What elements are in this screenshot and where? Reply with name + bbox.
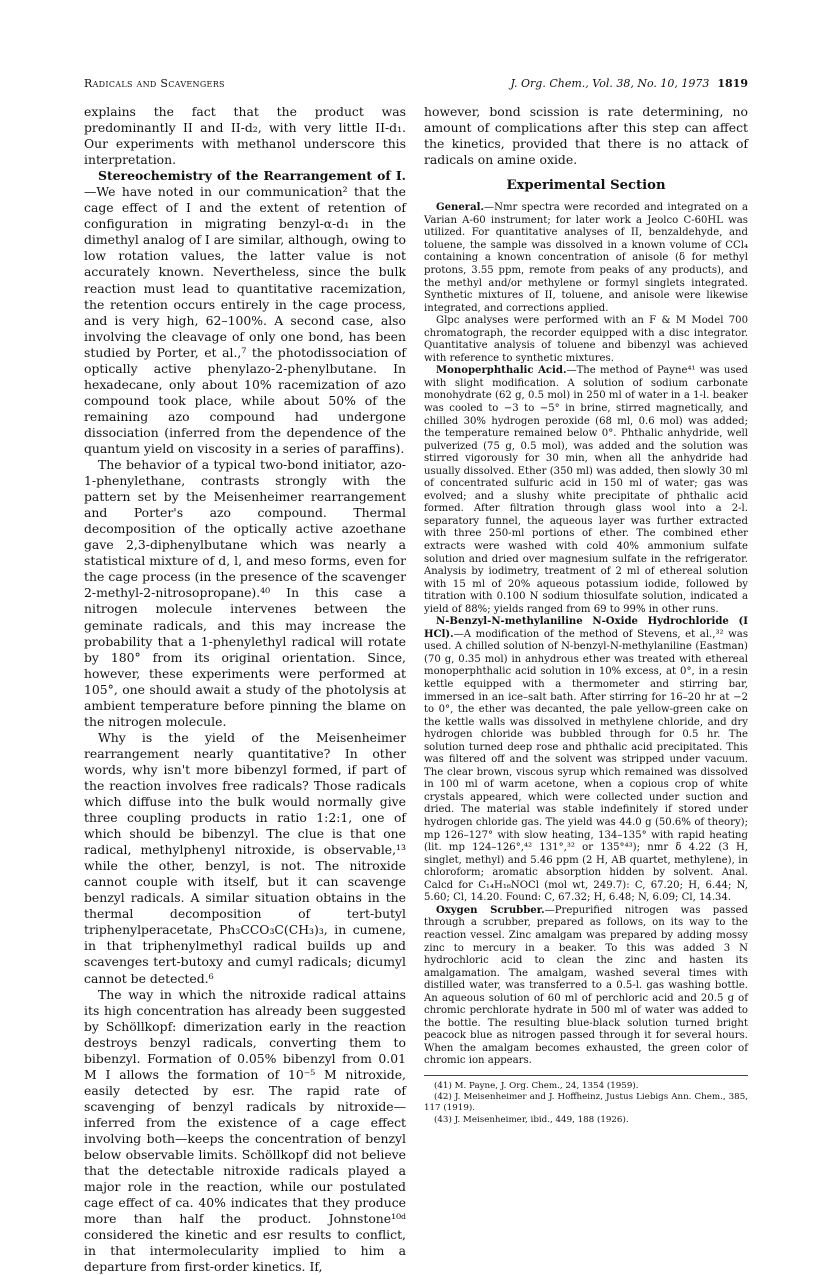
reference-item: (43) J. Meisenheimer, ibid., 449, 188 (1926).: [434, 1114, 629, 1125]
paragraph-body: —A modification of the method of Stevens, et al.,³² was used. A chilled solution of N-benzyl-N-methylaniline (Eastman) (70 g, 0.35 mol) in anhydrous ether was treated with ethereal monoperphthalic acid solution in 10% excess, at 0°, in a resin kettle equipped with a thermometer and stirring bar, immersed in an ice–salt bath. After stirring for 16–20 hr at −2 to 0°, the ether was decanted, the pale yellow-green cake on the kettle walls was dissolved in methylene chloride, and dry hydrogen chloride was bubbled through for 0.5 hr. The solution turned deep rose and phthalic acid precipitated. This was filtered off and the solvent was stripped under vacuum. The clear brown, viscous syrup which remained was dissolved in 100 ml of warm acetone, when a copious crop of white crystals appeared, which were collected under suction and dried. The material was stable indefinitely if stored under hydrogen chloride gas. The yield was 44.0 g (50.6% of theory); mp 126–127° with slow heating, 134–135° with rapid heating (lit. mp 124–126°,⁴² 131°,³² or 135°⁴³); nmr δ 4.22 (3 H, singlet, methyl) and 5.46 ppm (2 H, AB quartet, methylene), in chloroform; aromatic absorption hidden by solvent. Anal. Calcd for C₁₄H₁₆NOCl (mol wt, 249.7): C, 67.20; H, 6.44; N, 5.60; Cl, 14.20. Found: C, 67.32; H, 6.48; N, 6.09; Cl, 14.34.: [424, 628, 748, 904]
left-column: [84, 104, 406, 1275]
paragraph-oxygen-scrubber: [424, 905, 748, 1068]
runin-heading: N-Benzyl-N-methylaniline N-Oxide Hydrochloride (I HCl).: [424, 616, 748, 640]
paragraph-body: —Nmr spectra were recorded and integrated on a Varian A-60 instrument; for later work a Jeolco C-60HL was utilized. For quantitative analyses of II, benzaldehyde, and toluene, the sample was dissolved in a known volume of CCl₄ containing a known concentration of anisole (δ for methyl protons, 3.55 ppm, remote from peaks of any products), and the methyl and/or methylene or formyl singlets integrated. Synthetic mixtures of II, toluene, and anisole were likewise integrated, and corrections applied.: [424, 202, 748, 314]
paragraph-yield: Why is the yield of the Meisenheimer rearrangement nearly quantitative? In other words, why isn't more bibenzyl formed, if part of the reaction involves free radicals? Those radicals which diffuse into the bulk would normally give three coupling products in ratio 1:2:1, one of which should be bibenzyl. The clue is that one radical, methylphenyl nitroxide, is observable,¹³ while the other, benzyl, is not. The nitroxide cannot couple with itself, but it can scavenge benzyl radicals. A similar situation obtains in the thermal decomposition of tert-butyl triphenylperacetate, Ph₃CCO₃C(CH₃)₃, in cumene, in that triphenylmethyl radical builds up and scavenges tert-butoxy and cumyl radicals; dicumyl cannot be detected.⁶: [84, 729, 406, 986]
page-number: 1819: [717, 77, 748, 90]
running-title: Radicals and Scavengers: [84, 77, 225, 90]
paragraph-general: [424, 202, 748, 315]
paragraph-stereochemistry: [84, 168, 406, 457]
runin-heading: Stereochemistry of the Rearrangement of I.: [98, 168, 406, 184]
journal-name: J. Org. Chem., Vol. 38, No. 10, 1973: [510, 77, 710, 90]
paragraph-body: —The method of Payne⁴¹ was used with slight modification. A solution of sodium carbonate monohydrate (62 g, 0.5 mol) in 250 ml of water in a 1-l. beaker was cooled to −3 to −5° in brine, stirred magnetically, and chilled 30% hydrogen peroxide (68 ml, 0.6 mol) was added; the temperature remained below 0°. Phthalic anhydride, well pulverized (75 g, 0.5 mol), was added and the solution was stirred vigorously for 30 min, when all the anhydride had usually dissolved. Ether (350 ml) was added, then slowly 30 ml of concentrated sulfuric acid in 150 ml of water; gas was evolved; and a slushy white precipitate of phthalic acid formed. After filtration through glass wool into a 2-l. separatory funnel, the aqueous layer was further extracted with three 250-ml portions of ether. The combined ether extracts were washed with cold 40% ammonium sulfate solution and dried over magnesium sulfate in the refrigerator. Analysis by iodimetry, treatment of 2 ml of ethereal solution with 15 ml of 20% aqueous potassium iodide, followed by titration with 0.100 N sodium thiosulfate solution, indicated a yield of 88%; yields ranged from 69 to 99% in other runs.: [424, 365, 748, 615]
journal-citation: [510, 77, 748, 90]
paragraph-body: —We have noted in our communication² that the cage effect of I and the extent of retention of configuration in migrating benzyl-α-d₁ in the dimethyl analog of I are similar, although, owing to low rotation values, the latter value is not accurately known. Nevertheless, since the bulk reaction must lead to quantitative racemization, the retention occurs entirely in the cage process, and is very high, 62–100%. A second case, also involving the cleavage of only one bond, has been studied by Porter, et al.,⁷ the photodissociation of optically active phenylazo-2-phenylbutane. In hexadecane, only about 10% racemization of azo compound took place, while about 50% of the remaining azo compound had undergone dissociation (inferred from the dependence of the quantum yield on viscosity in a series of paraffins).: [84, 184, 406, 456]
reference-item: (42) J. Meisenheimer and J. Hoffheinz, Justus Liebigs Ann. Chem., 385, 117 (1919).: [424, 1092, 748, 1114]
runin-heading: General.: [436, 202, 485, 214]
reference-item: (41) M. Payne, J. Org. Chem., 24, 1354 (1959).: [434, 1080, 639, 1091]
paragraph-continuation: however, bond scission is rate determining, no amount of complications after this step can affect the kinetics, provided that there is no attack of radicals on amine oxide.: [424, 104, 748, 168]
paragraph-azo: The behavior of a typical two-bond initiator, azo-1-phenylethane, contrasts strongly with the pattern set by the Meisenheimer rearrangement and Porter's azo compound. Thermal decomposition of the optically active azoethane gave 2,3-diphenylbutane which was nearly a statistical mixture of d, l, and meso forms, even for the cage process (in the presence of the scavenger 2-methyl-2-nitrosopropane).⁴⁰ In this case a nitrogen molecule intervenes between the geminate radicals, and this may increase the probability that a 1-phenylethyl radical will rotate by 180° from its original orientation. Since, however, these experiments were performed at 105°, one should await a study of the photolysis at ambient temperature before pinning the blame on the nitrogen molecule.: [84, 457, 406, 729]
paragraph-body: —Prepurified nitrogen was passed through a scrubber, prepared as follows, on its way to the reaction vessel. Zinc amalgam was prepared by adding mossy zinc to mercury in a beaker. To this was added 3 N hydrochloric acid to clean the zinc and hasten its amalgamation. The amalgam, washed several times with distilled water, was transferred to a 0.5-l. gas washing bottle. An aqueous solution of 60 ml of perchloric acid and 20.5 g of chromic perchlorate hydrate in 500 ml of water was added to the bottle. The resulting blue-black solution turned bright peacock blue as nitrogen passed through it for several hours. When the amalgam becomes exhausted, the green color of chromic ion appears.: [424, 904, 749, 1067]
experimental-text: [424, 202, 748, 1068]
page-header: [84, 77, 748, 97]
runin-heading: Oxygen Scrubber.: [436, 904, 545, 916]
paragraph-monoperphthalic: [424, 365, 748, 616]
paragraph-nitroxide: The way in which the nitroxide radical attains its high concentration has already been suggested by Schöllkopf: dimerization early in the reaction destroys benzyl radicals, converting them to bibenzyl. Formation of 0.05% bibenzyl from 0.01 M I allows the formation of 10⁻⁵ M nitroxide, easily detected by esr. The rapid rate of scavenging of benzyl radicals by nitroxide—inferred from the existence of a cage effect involving both—keeps the concentration of benzyl below observable limits. Schöllkopf did not believe that the detectable nitroxide radicals played a major role in the reaction, while our postulated cage effect of ca. 40% indicates that they produce more than half the product. Johnstone¹⁰ᵈ considered the kinetic and esr results to conflict, in that intermolecularity implied to him a departure from first-order kinetics. If,: [84, 986, 406, 1275]
paragraph-benzyl-oxide: [424, 616, 748, 905]
section-heading: Experimental Section: [506, 178, 666, 194]
paragraph-continuation: explains the fact that the product was predominantly II and II-d₂, with very little II-d₁. Our experiments with methanol underscore this interpretation.: [84, 104, 406, 168]
right-column: [424, 104, 748, 1126]
references: [424, 1075, 748, 1126]
paragraph-glpc: Glpc analyses were performed with an F & M Model 700 chromatograph, the recorder equipped with a disc integrator. Quantitative analysis of toluene and bibenzyl was achieved with reference to synthetic mixtures.: [424, 315, 748, 364]
runin-heading: Monoperphthalic Acid.: [436, 365, 567, 377]
